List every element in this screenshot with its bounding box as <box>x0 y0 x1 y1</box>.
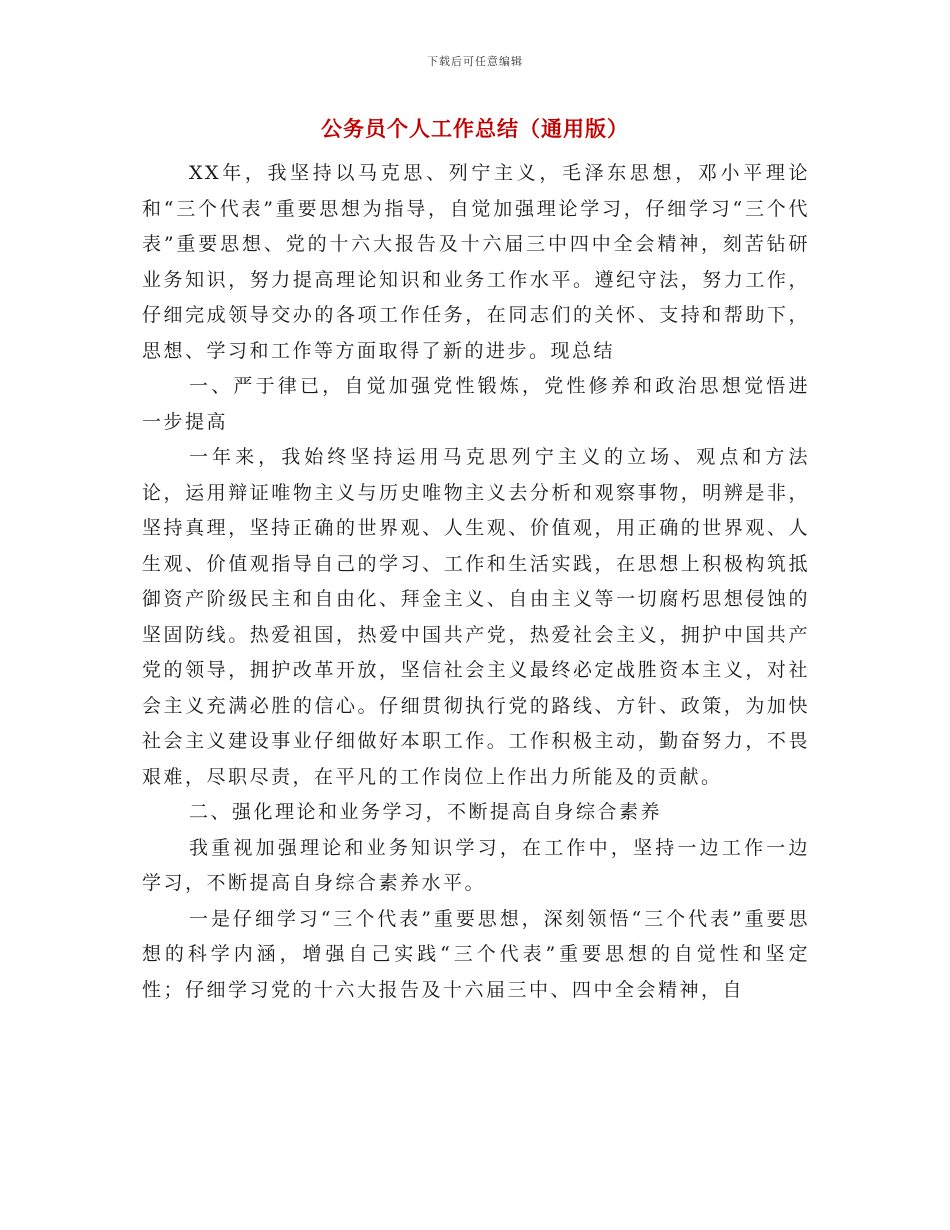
document-title: 公务员个人工作总结（通用版） <box>321 116 629 141</box>
section-heading-2: 二、强化理论和业务学习，不断提高自身综合素养 <box>189 801 663 823</box>
header-note: 下载后可任意编辑 <box>427 55 523 68</box>
paragraph-section-2-intro: 我重视加强理论和业务知识学习，在工作中，坚持一边工作一边学习，不断提高自身综合素养水平。 <box>142 836 810 894</box>
paragraph-section-2-point-1: 一是仔细学习“三个代表”重要思想，深刻领悟“三个代表”重要思想的科学内涵，增强自己实践“三个代表”重要思想的自觉性和坚定性；仔细学习党的十六大报告及十六届三中、四中全会精神，自 <box>142 907 810 1001</box>
paragraph-section-1: 一年来，我始终坚持运用马克思列宁主义的立场、观点和方法论，运用辩证唯物主义与历史唯物主义去分析和观察事物，明辨是非，坚持真理，坚持正确的世界观、人生观、价值观，用正确的世界观、人生观、价值观指导自己的学习、工作和生活实践，在思想上积极构筑抵御资产阶级民主和自由化、拜金主义、自由主义等一切腐朽思想侵蚀的坚固防线。热爱祖国，热爱中国共产党，热爱社会主义，拥护中国共产党的领导，拥护改革开放，坚信社会主义最终必定战胜资本主义，对社会主义充满必胜的信心。仔细贯彻执行党的路线、方针、政策，为加快社会主义建设事业仔细做好本职工作。工作积极主动，勤奋努力，不畏艰难，尽职尽责，在平凡的工作岗位上作出力所能及的贡献。 <box>142 446 810 788</box>
document-body <box>142 156 810 1008</box>
paragraph-intro: XX年，我坚持以马克思、列宁主义，毛泽东思想，邓小平理论和“三个代表”重要思想为指导，自觉加强理论学习，仔细学习“三个代表”重要思想、党的十六大报告及十六届三中四中全会精神，刻苦钻研业务知识，努力提高理论知识和业务工作水平。遵纪守法，努力工作，仔细完成领导交办的各项工作任务，在同志们的关怀、支持和帮助下，思想、学习和工作等方面取得了新的进步。现总结 <box>142 162 810 362</box>
section-heading-1: 一、严于律已，自觉加强党性锻炼，党性修养和政治思想觉悟进一步提高 <box>142 375 810 433</box>
